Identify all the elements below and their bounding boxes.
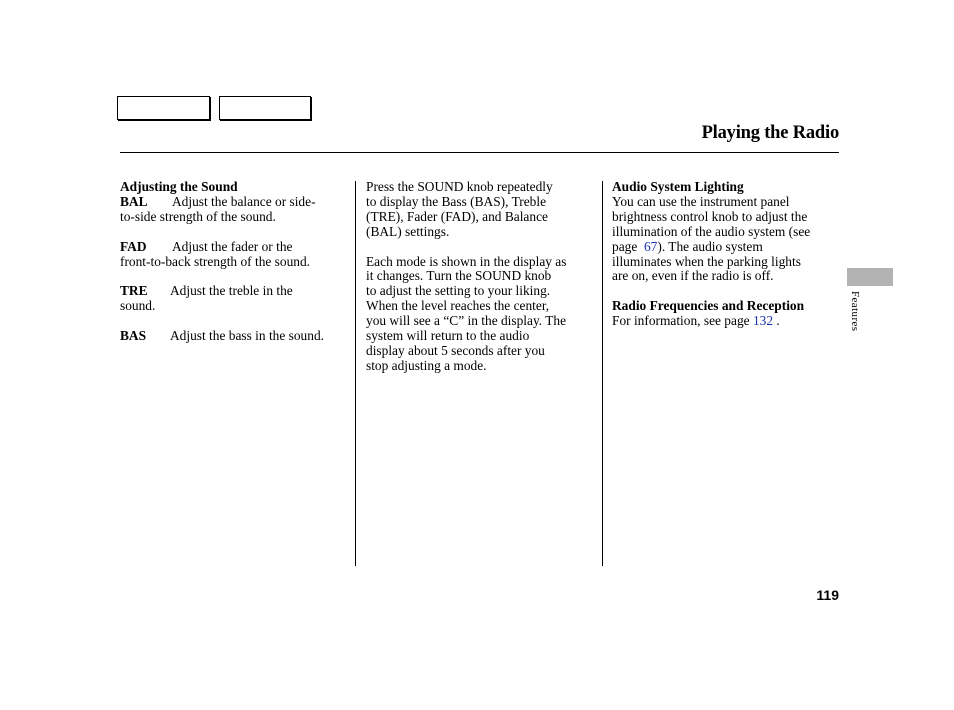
section-heading-audio-lighting: Audio System Lighting xyxy=(612,179,744,194)
paragraph-line: stop adjusting a mode. xyxy=(366,357,487,373)
item-bal xyxy=(120,195,348,210)
item-fad xyxy=(120,240,348,255)
column-divider-2 xyxy=(602,181,603,566)
after-link-text: ). The audio system xyxy=(657,238,763,254)
term-fad: FAD xyxy=(120,238,147,254)
page-prefix-text: page xyxy=(612,238,638,254)
item-tre xyxy=(120,284,348,299)
section-heading-adjusting-sound: Adjusting the Sound xyxy=(120,179,238,194)
term-tre: TRE xyxy=(120,283,148,299)
paragraph-line-with-link xyxy=(612,314,844,329)
term-bal: BAL xyxy=(120,193,148,209)
page-number: 119 xyxy=(816,587,839,603)
paragraph-line: display about 5 seconds after you xyxy=(366,342,545,358)
section-tab-label: Features xyxy=(849,291,861,332)
paragraph-line: to adjust the setting to your liking. xyxy=(366,283,551,299)
paragraph-line: When the level reaches the center, xyxy=(366,298,550,314)
paragraph-line: are on, even if the radio is off. xyxy=(612,268,774,284)
paragraph-line: you will see a “C” in the display. The xyxy=(366,313,567,329)
middle-column xyxy=(366,180,598,374)
paragraph-line: illumination of the audio system (see xyxy=(612,223,811,239)
paragraph-line: You can use the instrument panel xyxy=(612,193,790,209)
paragraph-line: system will return to the audio xyxy=(366,328,530,344)
paragraph-line: (TRE), Fader (FAD), and Balance xyxy=(366,208,548,224)
paragraph-line: to display the Bass (BAS), Treble xyxy=(366,193,547,209)
paragraph-line: Each mode is shown in the display as xyxy=(366,253,567,269)
item-bas-text: Adjust the bass in the sound. xyxy=(170,328,324,344)
period-text: . xyxy=(776,313,780,329)
page-title: Playing the Radio xyxy=(701,123,839,143)
item-fad-text: Adjust the fader or the xyxy=(172,238,293,254)
page-link-67[interactable]: 67 xyxy=(643,238,658,254)
item-tre-text-line2: sound. xyxy=(120,298,156,314)
item-bal-text-line2: to-side strength of the sound. xyxy=(120,208,276,224)
info-text: For information, see page xyxy=(612,313,750,329)
paragraph-line: it changes. Turn the SOUND knob xyxy=(366,268,552,284)
paragraph-line: (BAL) settings. xyxy=(366,223,450,239)
paragraph-line: illuminates when the parking lights xyxy=(612,253,801,269)
right-column xyxy=(612,180,844,329)
item-fad-text-line2: front-to-back strength of the sound. xyxy=(120,253,311,269)
term-bas: BAS xyxy=(120,328,147,344)
column-divider-1 xyxy=(355,181,356,566)
paragraph-line-with-link xyxy=(612,240,844,255)
section-tab-features[interactable] xyxy=(847,268,893,286)
item-tre-text: Adjust the treble in the xyxy=(170,283,293,299)
nav-button-table-of-contents[interactable] xyxy=(219,96,311,120)
nav-button-main-menu[interactable] xyxy=(117,96,210,120)
title-divider xyxy=(120,152,839,153)
paragraph-line: Press the SOUND knob repeatedly xyxy=(366,179,553,194)
item-bas xyxy=(120,329,348,344)
page-link-132[interactable]: 132 xyxy=(752,313,774,329)
paragraph-line: brightness control knob to adjust the xyxy=(612,208,808,224)
section-heading-radio-frequencies: Radio Frequencies and Reception xyxy=(612,298,805,314)
left-column xyxy=(120,180,348,344)
item-bal-text: Adjust the balance or side- xyxy=(172,193,316,209)
